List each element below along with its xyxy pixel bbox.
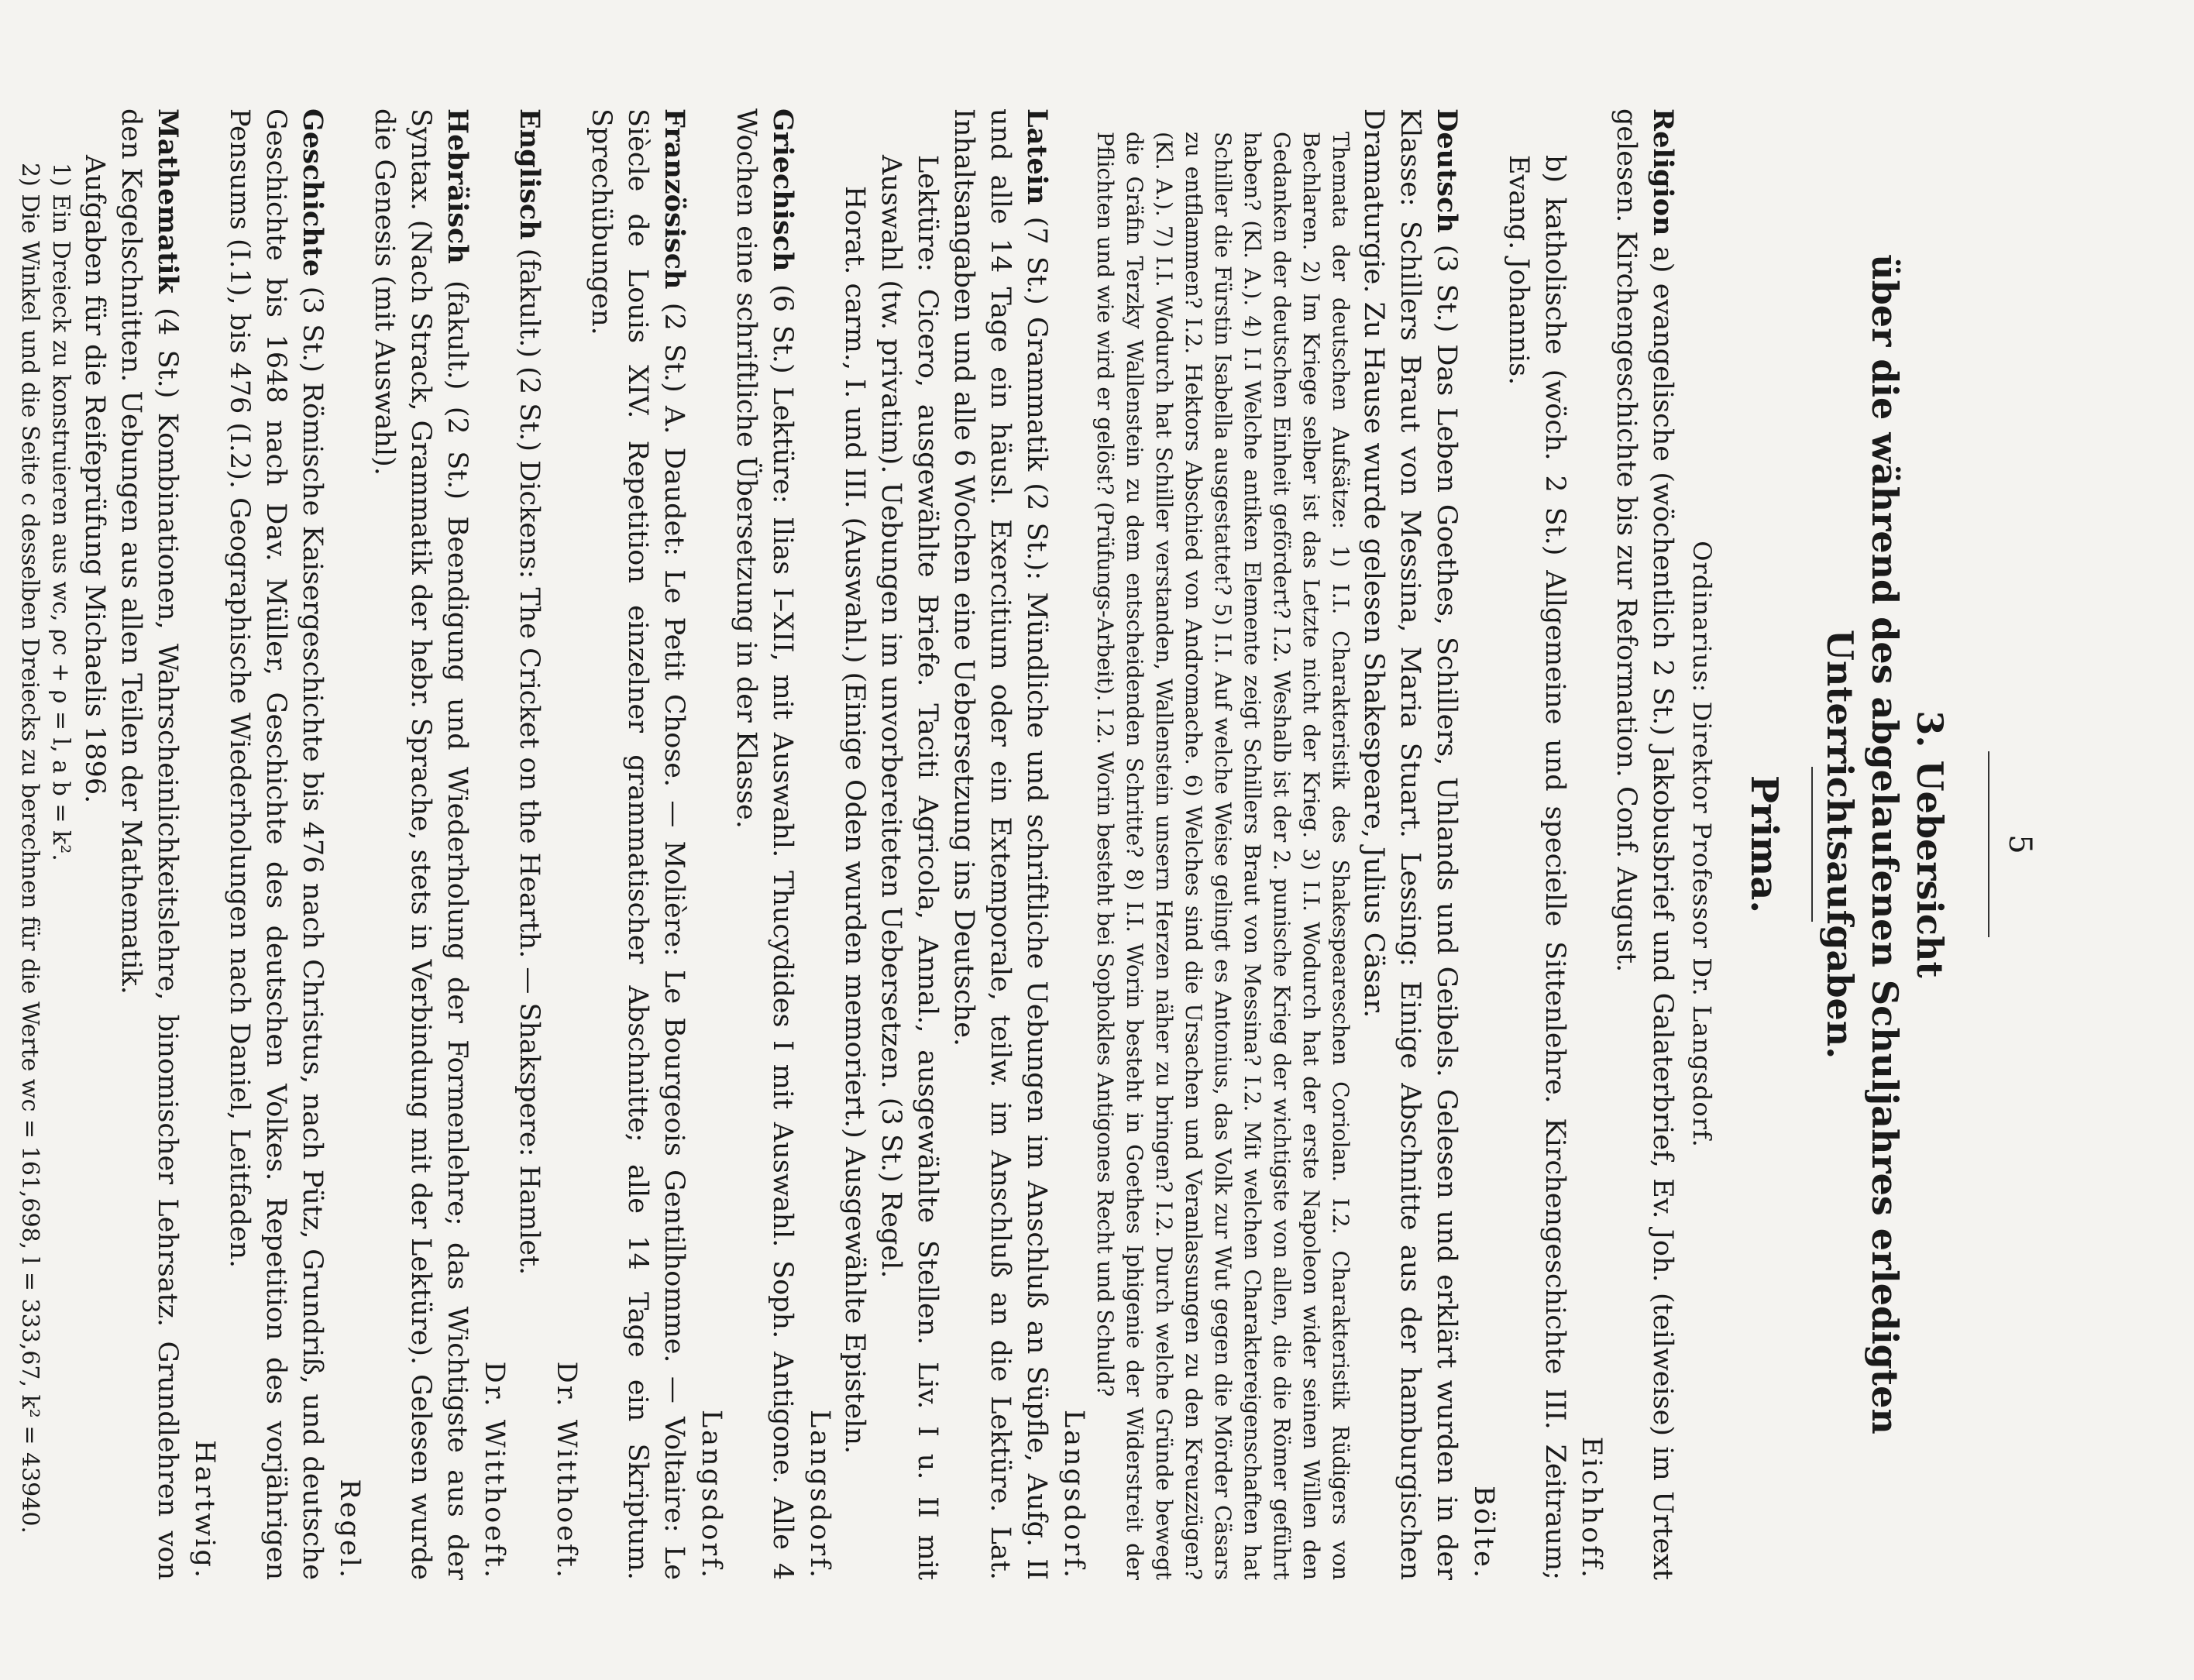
griechisch-paragraph [727,108,801,1580]
class-heading: Prima. [1742,775,1786,914]
griechisch-teacher: Langsdorf. [696,1409,727,1580]
religion-line1: a) evangelische (wöchentlich 2 St.) Jakobusbrief und Galaterbrief, Ev. Joh. (teilweise) im Urtext gelesen. Kirchengeschichte bis zur Reformation. Conf. August. [1611,108,1678,1580]
document-body [14,108,1681,1580]
subject-franzoesisch [548,108,693,1580]
franzoesisch-text: (2 St.) A. Daudet: Le Petit Chose. — Molière: Le Bourgeois Gentilhomme. — Voltaire: Le Siècle de Louis XIV. Repetition einzelner grammatischer Abschnitte; alle 14 Tage ein Skriptum. Sprechübungen. [586,108,689,1580]
subject-religion [1465,108,1681,1580]
griechisch-text: (6 St.) Lektüre: Ilias I–XII, mit Auswahl. Thucydides I mit Auswahl. Soph. Antigone. Alle 4 Wochen eine schriftliche Übersetzung in der Klasse. [731,108,798,1580]
subject-mathematik [14,108,186,1580]
geschichte-paragraph [221,108,331,1580]
geschichte-text: (3 St.) Römische Kaisergeschichte bis 476 nach Christus, nach Pütz, Grundriß, und deutsche Geschichte bis 1648 nach Dav. Müller, Geschichte des deutschen Volkes. Repetition des vorjährigen Pensums (I.1), bis 476 (I.2). Geographische Wiederholungen nach Daniel, Leitfaden. [224,108,328,1580]
mathematik-aufgaben-heading: Aufgaben für die Reifeprüfung Michaelis 1896. [79,155,110,804]
franzoesisch-label: Französisch [659,108,690,290]
rotated-document-page [16,85,2038,1603]
mathematik-label: Mathematik [152,108,184,294]
subject-geschichte [186,108,331,1580]
hebraeisch-teacher: Regel. [334,1479,365,1580]
section-title-line2: über die während des abgelaufenen Schuljahres erledigten Unterrichtsaufgaben. [1819,254,1906,1434]
subject-latein [801,108,1055,1580]
geschichte-teacher: Hartwig. [189,1440,220,1580]
hebraeisch-text: (fakult.) (2 St.) Beendigung und Wiederholung der Formenlehre; das Wichtigste aus der Syntax. (Nach Strack, Grammatik der hebr. Sprache, stets in Verbindung mit der Lektüre). Gelesen wurde die Genesis (mit Auswahl). [369,108,473,1580]
section-title [1817,85,1952,1603]
geschichte-label: Geschichte [297,108,328,277]
mathematik-task2: 2) Die Winkel und die Seite c desselben Dreiecks zu berechnen für die Werte wc = 161,698, l = 333,67, k² = 43940. [16,163,43,1534]
religion-teacher1: Eichhoff. [1576,1436,1607,1580]
latein-teacher: Langsdorf. [804,1409,835,1580]
page-number-rule [1988,751,1989,937]
latein-horaz: Horat. carm., I. und III. (Auswahl.) (Einige Oden wurden memoriert.) Ausgewählte Episteln. [839,186,870,1455]
griechisch-label: Griechisch [767,108,799,272]
franzoesisch-teacher: Dr. Witthoeft. [551,1361,582,1580]
subject-deutsch [1055,108,1465,1580]
mathematik-text: (4 St.) Kombinationen, Wahrscheinlichkeitslehre, binomischer Lehrsatz. Grundlehren von den Kegelschnitten. Uebungen aus allen Teilen der Mathematik. [115,108,183,1580]
deutsch-text: (3 St.) Das Leben Goethes, Schillers, Uhlands und Geibels. Gelesen und erklärt wurden in der Klasse: Schillers Braut von Messina, Maria Stuart. Lessing: Einige Abschnitte aus der hamburgischen Dramaturgie. Zu Hause wurde gelesen Shakespeare, Julius Cäsar. [1358,108,1462,1580]
subject-griechisch [693,108,801,1580]
latein-lekture: Lektüre: Cicero, ausgewählte Briefe. Taciti Agricola, Annal., ausgewählte Stellen. Liv. I u. II mit Auswahl (tw. privatim). Uebungen im unvorbereiteten Uebersetzen. (3 St.) Regel. [875,155,943,1580]
religion-teacher2: Bölte. [1468,1486,1499,1580]
englisch-label: Englisch [514,108,545,240]
religion-label: Religion [1647,108,1679,236]
englisch-paragraph [511,108,548,1580]
deutsch-label: Deutsch [1431,108,1463,233]
deutsch-paragraph [1355,108,1465,1580]
ordinarius-line: Ordinarius: Direktor Professor Dr. Langsdorf. [1687,541,1717,1148]
latein-paragraph [945,108,1055,1580]
englisch-teacher: Dr. Witthoeft. [479,1361,510,1580]
mathematik-paragraph [112,108,186,1580]
subject-hebraeisch [331,108,476,1580]
latein-text: (7 St.) Grammatik (2 St.): Mündliche und schriftliche Uebungen im Anschluß an Süpfle, Aufg. II und alle 14 Tage ein häusl. Exercitium oder ein Extemporale, teilw. im Anschluß an die Lektüre. Lat. Inhaltsangaben und alle 6 Wochen eine Uebersetzung ins Deutsche. [948,108,1052,1580]
latein-label: Latein [1021,108,1053,205]
mathematik-task1: 1) Ein Dreieck zu konstruieren aus wc, ρc + ρ = l, a b = k². [47,163,74,861]
page-number: 5 [2002,834,2038,854]
englisch-text: (fakult.) (2 St.) Dickens: The Cricket on the Hearth. — Shakspere: Hamlet. [514,248,545,1276]
religion-line2: b) katholische (wöch. 2 St.) Allgemeine und specielle Sittenlehre. Kirchengeschichte III. Zeitraum; Evang. Johannis. [1503,155,1570,1580]
franzoesisch-paragraph [583,108,693,1580]
hebraeisch-paragraph [366,108,476,1580]
hebraeisch-label: Hebräisch [442,108,473,264]
section-title-line1: 3. Uebersicht [1909,710,1951,978]
subject-englisch [476,108,548,1580]
title-rule [1811,767,1813,922]
deutsch-themes: Themata der deutschen Aufsätze: 1) I.I. Charakteristik des Shakespeareschen Coriolan. I.2. Charakteristik Rüdigers von Bechlaren. 2) Im Kriege selber ist das Letzte nicht der Krieg. 3) I.I. Wodurch hat der erste Napoleon wider seinen Willen den Gedanken der deutschen Einheit gefördert? I.2. Weshalb ist der 2. punische Krieg der wichtigste von allen, die die Römer geführt haben? (Kl. A.). 4) I.I Welche antiken Elemente zeigt Schillers Braut von Messina? I.2. Mit welchen Charaktereigenschaften hat Schiller die Fürstin Isabella ausgestattet? 5) I.I. Auf welche Weise gelingt es Antonius, das Volk zur Wut gegen die Mörder Cäsars zu entflammen? I.2. Hektors Abschied von Andromache. 6) Welches sind die Ursachen und Veranlassungen zu den Kreuzzügen? (Kl. A.). 7) I.I. Wodurch hat Schiller verstanden, Wallenstein unsern Herzen näher zu bringen? I.2. Durch welche Gründe bewegt die Gräfin Terzky Wallenstein zu dem entscheidenden Schritte? 8) I.I. Worin besteht in Goethes Iphigenie der Widerstreit der Pflichten und wie wird er gelöst? (Prüfungs-Arbeit). I.2. Worin besteht bei Sophokles Antigones Recht und Schuld? [1092,132,1353,1580]
deutsch-teacher: Langsdorf. [1058,1409,1089,1580]
religion-paragraph [1608,108,1681,1580]
